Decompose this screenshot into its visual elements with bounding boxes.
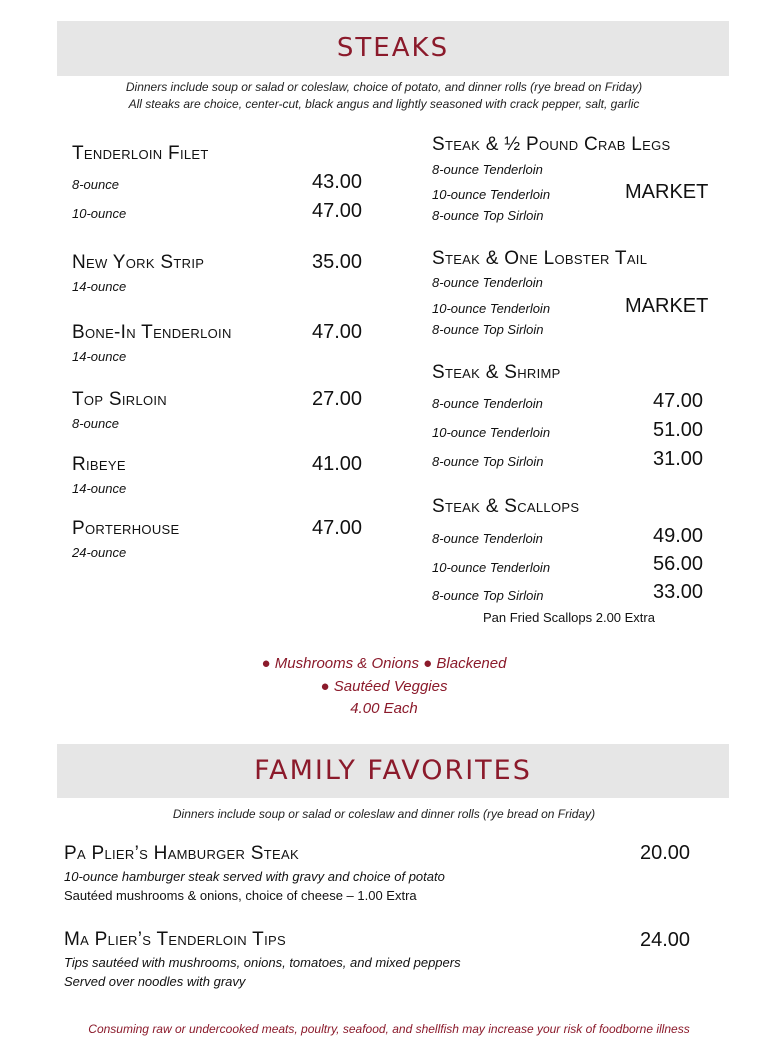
menu-item-option: 10-ounce Tenderloin bbox=[432, 560, 551, 575]
menu-item-price: 47.00 bbox=[312, 517, 363, 539]
family-note: Dinners include soup or salad or coleslaw and dinner rolls (rye bread on Friday) bbox=[172, 807, 596, 821]
extra-sauteed-veggies: Sautéed Veggies bbox=[333, 678, 448, 695]
menu-item-price: 47.00 bbox=[653, 390, 704, 412]
menu-item-price: 56.00 bbox=[653, 553, 704, 575]
menu-item-name: Steak & Scallops bbox=[432, 496, 580, 517]
menu-item-name: Steak & Shrimp bbox=[432, 362, 561, 383]
menu-item-size: 14-ounce bbox=[72, 349, 127, 364]
menu-item-price: 33.00 bbox=[653, 581, 704, 603]
menu-item-option: 10-ounce Tenderloin bbox=[432, 301, 551, 316]
extra-blackened: Blackened bbox=[436, 655, 507, 672]
menu-item-option: 8-ounce Tenderloin bbox=[432, 162, 543, 177]
menu-item-option: 8-ounce Tenderloin bbox=[432, 275, 543, 290]
menu-item-price: MARKET bbox=[625, 181, 709, 203]
menu-item-name: Steak & ½ Pound Crab Legs bbox=[432, 134, 671, 155]
extra-mushrooms-onions: Mushrooms & Onions bbox=[274, 655, 419, 672]
menu-item-name: Ribeye bbox=[72, 454, 126, 475]
menu-item-option: 8-ounce Top Sirloin bbox=[432, 208, 544, 223]
menu-item-price: 24.00 bbox=[640, 929, 691, 951]
family-title: FAMILY FAVORITES bbox=[254, 755, 532, 786]
extras-price: 4.00 Each bbox=[350, 700, 418, 717]
menu-item-size: 8-ounce bbox=[72, 177, 119, 192]
menu-item-price: 27.00 bbox=[312, 388, 363, 410]
menu-item-name: Steak & One Lobster Tail bbox=[432, 248, 648, 269]
menu-item-name: Pa Plier’s Hamburger Steak bbox=[64, 843, 299, 864]
steaks-note-1: Dinners include soup or salad or coleslaw, choice of potato, and dinner rolls (rye bread on Friday) bbox=[125, 80, 643, 94]
extras-line-1 bbox=[0, 655, 768, 672]
menu-item-price: MARKET bbox=[625, 295, 709, 317]
menu-item-price: 41.00 bbox=[312, 453, 363, 475]
food-safety-warning: Consuming raw or undercooked meats, poultry, seafood, and shellfish may increase your risk of foodborne illness bbox=[88, 1022, 690, 1036]
menu-item-name: Top Sirloin bbox=[72, 389, 167, 410]
menu-item-size: 14-ounce bbox=[72, 481, 127, 496]
menu-item-price: 43.00 bbox=[312, 171, 363, 193]
scallops-extra-note: Pan Fried Scallops 2.00 Extra bbox=[483, 610, 655, 625]
menu-item-option: 8-ounce Tenderloin bbox=[432, 531, 543, 546]
menu-item-name: Bone-In Tenderloin bbox=[72, 322, 232, 343]
menu-item-name: New York Strip bbox=[72, 252, 205, 273]
menu-item-name: Tenderloin Filet bbox=[72, 143, 209, 164]
menu-item-option: 10-ounce Tenderloin bbox=[432, 425, 551, 440]
menu-item-option: 8-ounce Top Sirloin bbox=[432, 588, 544, 603]
extras-line-2 bbox=[0, 678, 768, 695]
bullet-icon: ● bbox=[261, 655, 271, 672]
menu-item-description: 10-ounce hamburger steak served with gravy and choice of potato bbox=[64, 869, 445, 884]
menu-item-size: 24-ounce bbox=[72, 545, 127, 560]
menu-item-description: Tips sautéed with mushrooms, onions, tomatoes, and mixed peppers bbox=[64, 955, 461, 970]
menu-item-description: Sautéed mushrooms & onions, choice of cheese – 1.00 Extra bbox=[64, 888, 417, 903]
menu-item-option: 8-ounce Tenderloin bbox=[432, 396, 543, 411]
menu-item-option: 10-ounce Tenderloin bbox=[432, 187, 551, 202]
menu-item-size: 10-ounce bbox=[72, 206, 127, 221]
menu-item-price: 51.00 bbox=[653, 419, 704, 441]
bullet-icon: ● bbox=[423, 655, 433, 672]
menu-item-price: 20.00 bbox=[640, 842, 691, 864]
menu-item-name: Porterhouse bbox=[72, 518, 180, 539]
menu-item-size: 8-ounce bbox=[72, 416, 119, 431]
menu-item-name: Ma Plier’s Tenderloin Tips bbox=[64, 929, 286, 950]
menu-item-description: Served over noodles with gravy bbox=[64, 974, 246, 989]
bullet-icon: ● bbox=[320, 678, 330, 695]
menu-item-option: 8-ounce Top Sirloin bbox=[432, 454, 544, 469]
steaks-title: STEAKS bbox=[336, 33, 450, 63]
menu-item-size: 14-ounce bbox=[72, 279, 127, 294]
menu-item-price: 47.00 bbox=[312, 200, 363, 222]
menu-item-price: 35.00 bbox=[312, 251, 363, 273]
family-banner bbox=[57, 744, 729, 798]
menu-item-option: 8-ounce Top Sirloin bbox=[432, 322, 544, 337]
menu-item-price: 49.00 bbox=[653, 525, 704, 547]
steaks-note-2: All steaks are choice, center-cut, black angus and lightly seasoned with crack pepper, salt, garlic bbox=[128, 97, 640, 111]
menu-item-price: 31.00 bbox=[653, 448, 704, 470]
menu-item-price: 47.00 bbox=[312, 321, 363, 343]
steaks-banner bbox=[57, 21, 729, 76]
